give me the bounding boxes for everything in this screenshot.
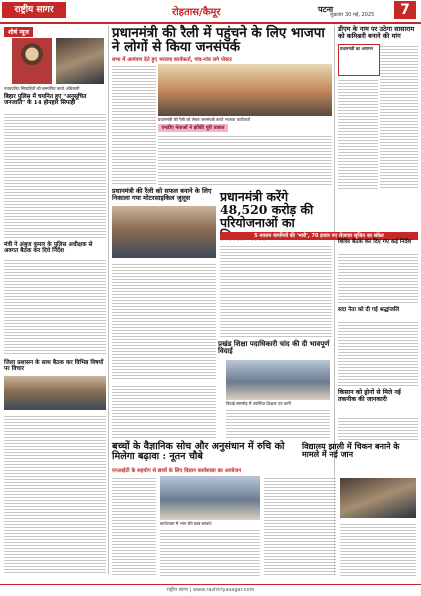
bottom-body-mid <box>160 528 260 576</box>
farewell-body-left <box>112 384 216 438</box>
newspaper-brand: राष्ट्रीय सागर <box>2 2 66 18</box>
issue-date: शुक्रवार 30 मई, 2025 <box>330 12 375 18</box>
right-story1-title: डीएम के नाम पर उठेगा सासाराम को कमिश्नरी बनाने की मांग <box>338 25 415 40</box>
left-story3-photo <box>4 376 106 410</box>
farewell-body-right <box>226 408 330 438</box>
farewell-caption: विदाई समारोह में उपस्थित शिक्षक एवं कर्मी <box>226 401 291 406</box>
story-photo <box>56 38 104 84</box>
right-body-5 <box>338 416 418 440</box>
lead-subline: सभा में आमंत्रण देते हुए भाजपा कार्यकर्ता, गांव-गांव लगे पोस्टर <box>112 57 232 63</box>
bottom-right-headline: विद्यालय झाली में चिकन बनाने के मामले में नई जान <box>302 441 400 460</box>
page-number: 7 <box>394 1 416 19</box>
right-body-2 <box>338 78 378 190</box>
left-story2-title: मंत्री ने अंबुज कुमार के पुलिस अधीक्षक से अवगत बैठक कर दिये निर्देश <box>4 242 93 255</box>
rally-photo <box>112 206 216 258</box>
rally-headline: प्रधानमंत्री की रैली को सफल बनाने के लिए निकाला गया मोटरसाइकिल जुलूस <box>112 187 212 202</box>
big-story-headline: प्रधानमंत्री करेंगे 48,520 करोड़ की परियोजनाओं का <box>220 189 314 231</box>
region-label: रोहतास/कैमूर <box>172 7 221 18</box>
bottom-right-photo <box>340 478 416 518</box>
lead-body-left <box>112 64 156 184</box>
right-body-1 <box>380 44 418 190</box>
portrait-caption: नवचयनित सिपाहियों को सम्मानित करते अधिकारी <box>4 86 80 91</box>
right-body-4 <box>338 320 418 386</box>
section-kicker: शीर्ष न्यूज <box>4 27 33 37</box>
bottom-headline: बच्चों के वैज्ञानिक सोच और अनुसंधान में रुचि को मिलेगा बढ़ावा : नूतन चौबे <box>112 441 285 463</box>
farewell-headline: प्रखंड शिक्षा पदाधिकारी चांद की दी भावपूर्ण विदाई <box>218 339 330 356</box>
left-story3-body <box>4 414 106 574</box>
lead-photo-caption: प्रधानमंत्री की रैली को लेकर जनसंपर्क करते भाजपा कार्यकर्ता <box>158 117 251 122</box>
bottom-photo <box>160 476 260 520</box>
lead-inset: एनडीए नेताओं ने झोंकी पूरी ताकत <box>158 124 228 132</box>
bottom-body-right <box>264 476 336 576</box>
column-divider <box>108 26 109 574</box>
farewell-photo <box>226 360 330 400</box>
bottom-body-far-right <box>340 522 416 576</box>
section-label: पटना <box>318 5 334 14</box>
left-story1-title: बिहार पुलिस में चयनित हुए "अनुसूचित जनजाति" के 14 होनहार सिपाही <box>4 94 87 107</box>
right-box-title: प्रधानमंत्री का आगमन <box>340 46 373 51</box>
lead-photo <box>158 64 332 116</box>
lead-headline: प्रधानमंत्री की रैली में पहुंचने के लिए भाजपा ने लोगों से किया जनसंपर्क <box>112 25 325 56</box>
page-footer: राष्ट्रीय सागर | www.rashtriyasagar.com <box>0 584 421 596</box>
big-story-body <box>220 244 332 338</box>
bottom-subline: एनआईटी के सहयोग से छात्रों के लिए विज्ञान कार्यशाला का आयोजन <box>112 468 242 474</box>
bottom-photo-caption: कार्यशाला में भाग लेते छात्र-छात्राएं <box>160 521 212 526</box>
left-story3-title: जिला प्रशासन के साथ बैठक कर विभिन्न विषयों पर विचार <box>4 360 104 373</box>
right-story3-title: किसान को ड्रोनों से मिले नई तकनीक की जानकारी <box>338 389 401 403</box>
rally-body <box>112 262 216 380</box>
big-story-bar: 5 नवरत्न कंपनियों की 'भारी', 70 हजार नए रोजगार सृजित का संकेत <box>220 232 418 240</box>
left-story2-body <box>4 258 106 356</box>
right-story2-title: शिविर बैठक कर दिए गए कई निर्देश <box>338 239 412 245</box>
left-story1-body <box>4 112 106 238</box>
right-body-3 <box>338 252 418 304</box>
bottom-body-left <box>112 476 156 576</box>
lead-body-right <box>158 134 332 186</box>
portrait-photo <box>12 38 52 84</box>
right-story4-title: सदा नेता को दी गई श्रद्धांजलि <box>338 307 400 313</box>
